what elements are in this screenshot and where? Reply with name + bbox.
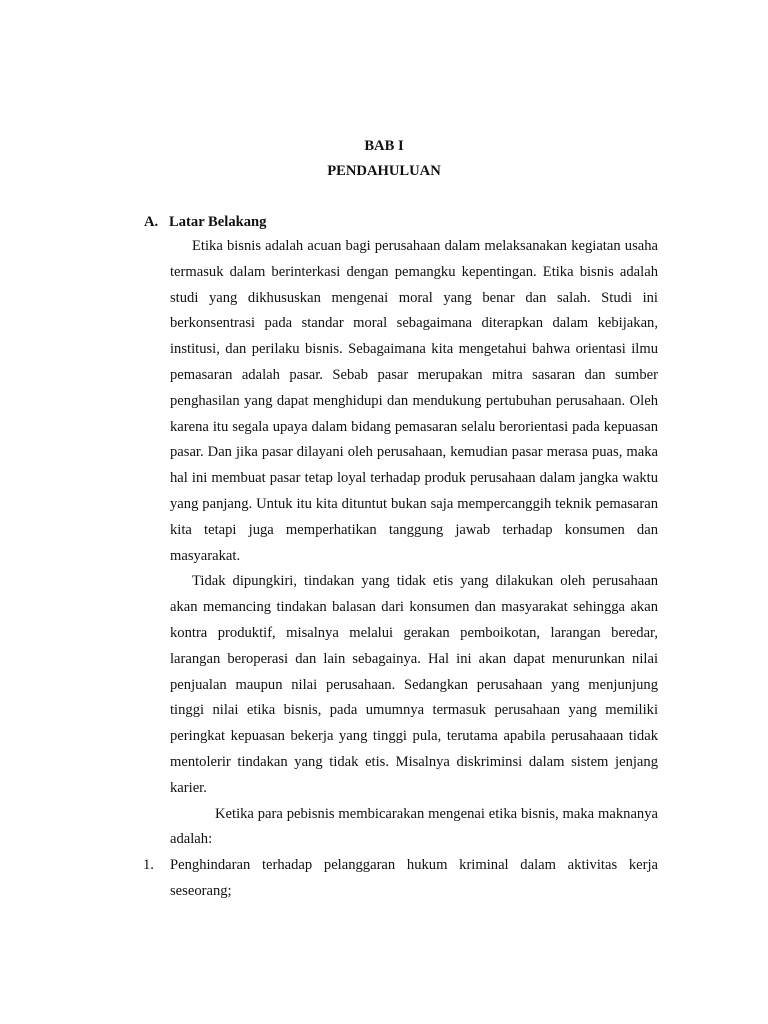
paragraph: Etika bisnis adalah acuan bagi perusahaan dalam melaksanakan kegiatan usaha termasuk dalam berinterkasi dengan pemangku kepentingan. Etika bisnis adalah studi yang dikhususkan mengenai moral yang benar dan salah. Studi ini berkonsentrasi pada standar moral sebagaimana diterapkan dalam kebijakan, institusi, dan perilaku bisnis. Sebagaimana kita mengetahui bahwa orientasi ilmu pemasaran adalah pasar. Sebab pasar merupakan mitra sasaran dan sumber penghasilan yang dapat menghidupi dan mendukung pertubuhan perusahaan. Oleh karena itu segala upaya dalam bidang pemasaran selalu berorientasi pada kepuasan pasar. Dan jika pasar dilayani oleh perusahaan, kemudian pasar merasa puas, maka hal ini membuat pasar tetap loyal terhadap produk perusahaan dalam jangka waktu yang panjang. Untuk itu kita dituntut bukan saja mempercanggih teknik pemasaran kita tetapi juga memperhatikan tanggung jawab terhadap konsumen dan masyarakat. <box>170 238 658 564</box>
paragraph: Tidak dipungkiri, tindakan yang tidak etis yang dilakukan oleh perusahaan akan memancing tindakan balasan dari konsumen dan masyarakat sehingga akan kontra produktif, misalnya melalui gerakan pemboikotan, larangan beredar, larangan beroperasi dan lain sebagainya. Hal ini akan dapat menurunkan nilai penjualan maupun nilai perusahaan. Sedangkan perusahaan yang menjunjung tinggi nilai etika bisnis, pada umumnya termasuk perusahaan yang memiliki peringkat kepuasan bekerja yang tinggi pula, terutama apabila perusahaaan tidak mentolerir tindakan yang tidak etis. Misalnya diskriminsi dalam sistem jenjang karier. <box>170 573 658 796</box>
chapter-title: PENDAHULUAN <box>327 163 441 179</box>
list-intro: Ketika para pebisnis membicarakan mengenai etika bisnis, maka maknanya adalah: <box>170 805 658 848</box>
section-heading-text: Latar Belakang <box>169 214 267 230</box>
numbered-list <box>143 853 658 905</box>
list-item-text: Penghindaran terhadap pelanggaran hukum kriminal dalam aktivitas kerja seseorang; <box>170 857 658 899</box>
list-item-number: 1. <box>143 857 154 874</box>
body-text <box>143 234 658 905</box>
section-marker: A. <box>144 214 159 230</box>
list-item <box>143 853 658 905</box>
chapter-number: BAB I <box>364 138 404 154</box>
section-heading <box>144 212 266 232</box>
